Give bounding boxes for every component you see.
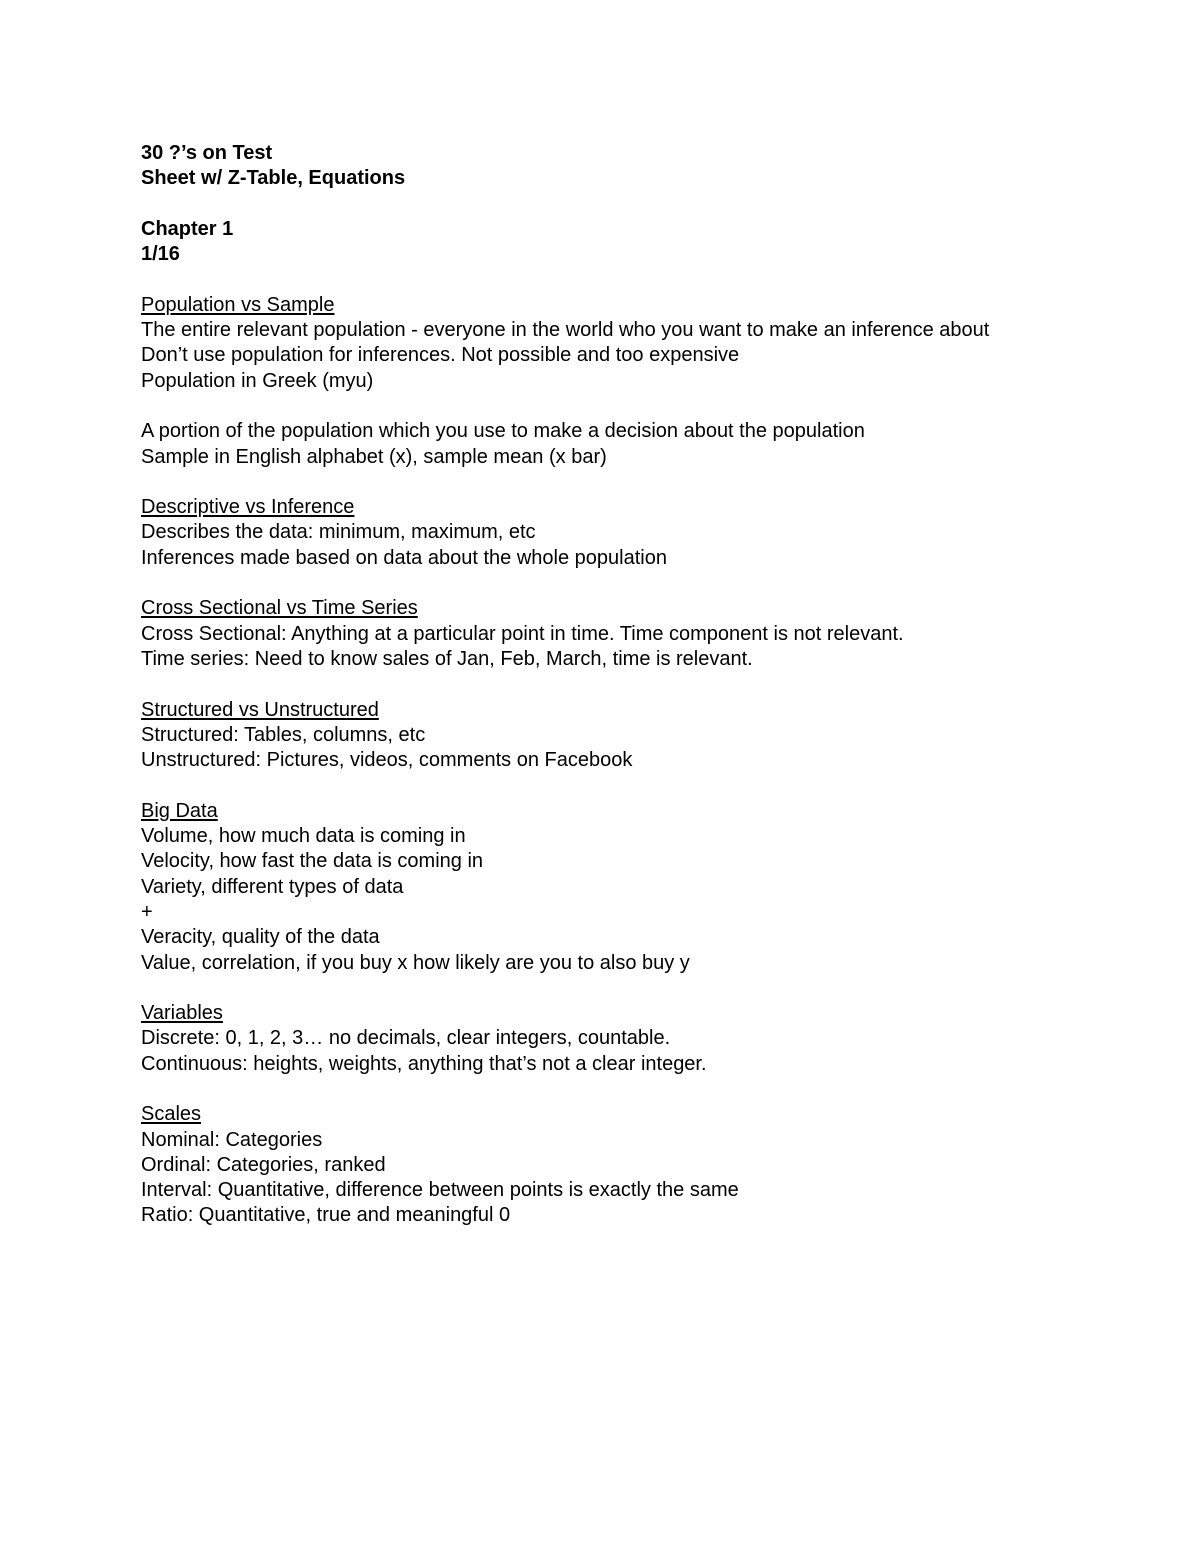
spacer: [141, 976, 1141, 1001]
document-title: 30 ?’s on Test: [141, 142, 273, 164]
spacer: [141, 1077, 1141, 1102]
section-scales: [141, 1102, 1141, 1228]
document-page: [141, 141, 1141, 1229]
section-line: Don’t use population for inferences. Not possible and too expensive: [141, 344, 740, 367]
spacer: [141, 672, 1141, 697]
section-line: The entire relevant population - everyone in the world who you want to make an inference about: [141, 319, 990, 342]
section-line: Discrete: 0, 1, 2, 3… no decimals, clear integers, countable.: [141, 1027, 671, 1050]
section-line: Cross Sectional: Anything at a particular point in time. Time component is not relevant.: [141, 622, 904, 645]
spacer: [141, 470, 1141, 495]
section-heading: Cross Sectional vs Time Series: [141, 597, 418, 620]
document-subtitle: Sheet w/ Z-Table, Equations: [141, 167, 406, 190]
section-line: Sample in English alphabet (x), sample mean (x bar): [141, 445, 607, 468]
section-line: Time series: Need to know sales of Jan, Feb, March, time is relevant.: [141, 647, 753, 670]
section-line: Structured: Tables, columns, etc: [141, 723, 426, 746]
section-structured: [141, 698, 1141, 774]
spacer: [141, 571, 1141, 596]
section-line: Velocity, how fast the data is coming in: [141, 850, 484, 873]
section-heading: Big Data: [141, 799, 218, 822]
chapter-date: 1/16: [141, 243, 180, 266]
section-heading: Descriptive vs Inference: [141, 496, 355, 519]
section-line: Ordinal: Categories, ranked: [141, 1153, 386, 1176]
section-line: Unstructured: Pictures, videos, comments on Facebook: [141, 749, 633, 772]
section-big-data: [141, 799, 1141, 976]
section-descriptive: [141, 495, 1141, 571]
section-line: Nominal: Categories: [141, 1128, 323, 1151]
section-line: Volume, how much data is coming in: [141, 825, 466, 848]
spacer: [141, 267, 1141, 292]
section-heading: Variables: [141, 1002, 223, 1025]
chapter-heading: Chapter 1: [141, 217, 234, 240]
section-line: +: [141, 900, 153, 923]
section-line: Value, correlation, if you buy x how likely are you to also buy y: [141, 951, 690, 974]
section-line: Continuous: heights, weights, anything that’s not a clear integer.: [141, 1052, 707, 1075]
section-population: [141, 293, 1141, 470]
section-line: Inferences made based on data about the whole population: [141, 546, 667, 569]
section-heading: Structured vs Unstructured: [141, 698, 379, 721]
section-line: Describes the data: minimum, maximum, etc: [141, 521, 536, 544]
section-heading: Scales: [141, 1103, 202, 1126]
section-line: Veracity, quality of the data: [141, 926, 380, 949]
spacer: [141, 394, 1141, 419]
section-heading: Population vs Sample: [141, 293, 335, 316]
section-line: Ratio: Quantitative, true and meaningful 0: [141, 1204, 511, 1227]
section-cross-sectional: [141, 596, 1141, 672]
spacer: [141, 773, 1141, 798]
section-variables: [141, 1001, 1141, 1077]
section-line: Interval: Quantitative, difference between points is exactly the same: [141, 1179, 739, 1202]
section-line: Population in Greek (myu): [141, 369, 374, 392]
section-line: Variety, different types of data: [141, 875, 404, 898]
section-line: A portion of the population which you use to make a decision about the population: [141, 420, 865, 443]
spacer: [141, 192, 1141, 217]
